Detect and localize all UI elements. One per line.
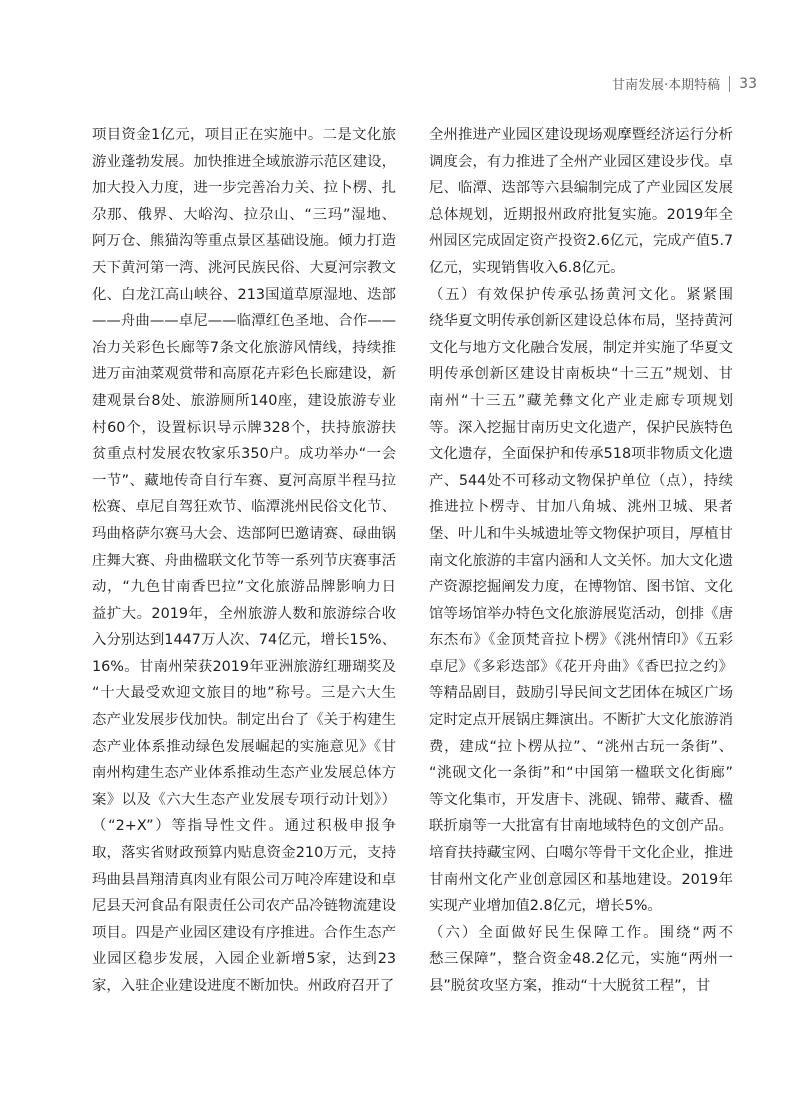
- text-line: 南州“十三五”藏羌彝文化产业走廊专项规划: [429, 392, 733, 409]
- text-line: 东杰布》《金顶梵音拉卜楞》《洮州情印》《五彩: [429, 632, 733, 649]
- text-line: “洮砚文化一条街”和“中国第一楹联文化街廊”: [429, 765, 733, 782]
- text-line: 等。深入挖掘甘南历史文化遗产，保护民族特色: [429, 419, 733, 436]
- text-line: 明传承创新区建设甘南板块“十三五”规划、甘: [429, 366, 733, 383]
- text-line: （五）有效保护传承弘扬黄河文化。紧紧围: [429, 286, 733, 303]
- text-line: 南州构建生态产业体系推动生态产业发展总体方: [92, 765, 396, 782]
- text-line: 一节”、藏地传奇自行车赛、夏河高原半程马拉: [92, 472, 396, 489]
- text-line: 化、白龙江高山峡谷、213国道草原湿地、迭部: [92, 286, 396, 303]
- text-line: 愁三保障”，整合资金48.2亿元，实施“两州一: [429, 951, 733, 968]
- section-title: 甘南发展·本期特稿: [612, 78, 721, 93]
- text-line: 态产业体系推动绿色发展崛起的实施意见》《甘: [92, 738, 396, 755]
- text-line: 阿万仓、熊猫沟等重点景区基础设施。倾力打造: [92, 233, 396, 250]
- text-line: 堡、叶儿和牛头城遗址等文物保护项目，厚植甘: [429, 525, 733, 542]
- text-line: 定时定点开展锅庄舞演出。不断扩大文化旅游消: [429, 712, 733, 729]
- text-line: 庄舞大赛、舟曲楹联文化节等一系列节庆赛事活: [92, 552, 396, 569]
- text-line: 州园区完成固定资产投资2.6亿元，完成产值5.7: [429, 233, 733, 250]
- text-line: 甘南州文化产业创意园区和基地建设。2019年: [429, 871, 733, 888]
- text-line: 动，“九色甘南香巴拉”文化旅游品牌影响力日: [92, 579, 396, 596]
- running-header: [612, 74, 757, 93]
- text-line: 推进拉卜楞寺、甘加八角城、洮州卫城、果者: [429, 499, 733, 516]
- header-divider: [729, 76, 730, 92]
- text-line: 进万亩油菜观赏带和高原花卉彩色长廊建设，新: [92, 366, 396, 383]
- text-line: 绕华夏文明传承创新区建设总体布局，坚持黄河: [429, 313, 733, 330]
- text-line: 家，入驻企业建设进度不断加快。州政府召开了: [92, 978, 395, 994]
- text-line: 天下黄河第一湾、洮河民族民俗、大夏河宗教文: [92, 259, 396, 276]
- text-line: 16%。甘南州荣获2019年亚洲旅游红珊瑚奖及: [92, 658, 396, 675]
- text-line: 卓尼》《多彩迭部》《花开舟曲》《香巴拉之约》: [429, 658, 733, 675]
- text-line: 全州推进产业园区建设现场观摩暨经济运行分析: [429, 127, 733, 143]
- text-line: 游业蓬勃发展。加快推进全域旅游示范区建设，: [92, 153, 396, 170]
- text-line: 等精品剧目，鼓励引导民间文艺团体在城区广场: [429, 685, 733, 702]
- text-line: 取，落实省财政预算内贴息资金210万元，支持: [92, 845, 396, 862]
- text-line: 冶力关彩色长廊等7条文化旅游风情线，持续推: [92, 339, 396, 356]
- text-line: 亿元，实现销售收入6.8亿元。: [429, 259, 625, 276]
- text-line: 调度会，有力推进了全州产业园区建设步伐。卓: [429, 153, 733, 170]
- text-line: ——舟曲——卓尼——临潭红色圣地、合作——: [92, 313, 396, 330]
- text-line: （“2+X”）等指导性文件。通过积极申报争: [92, 818, 396, 835]
- text-line: 文化遗存，全面保护和传承518项非物质文化遗: [429, 446, 733, 463]
- text-line: 尼、临潭、迭部等六县编制完成了产业园区发展: [429, 180, 733, 197]
- text-line: 总体规划，近期报州政府批复实施。2019年全: [429, 206, 733, 223]
- text-line: 村60个，设置标识导示牌328个，扶持旅游扶: [92, 419, 396, 436]
- text-line: 松赛、卓尼自驾狂欢节、临潭洮州民俗文化节、: [92, 499, 396, 516]
- text-line: 县”脱贫攻坚方案，推动“十大脱贫工程”，甘: [429, 978, 711, 994]
- page-number: 33: [739, 75, 757, 92]
- text-line: 业园区稳步发展，入园企业新增5家，达到23: [92, 951, 396, 968]
- text-line: 培育扶持藏宝网、白噶尔等骨干文化企业，推进: [429, 845, 733, 862]
- text-line: 案》以及《六大生态产业发展专项行动计划》）: [92, 791, 396, 808]
- text-line: （六）全面做好民生保障工作。围绕“两不: [429, 924, 733, 941]
- text-line: 文化与地方文化融合发展，制定并实施了华夏文: [429, 339, 733, 356]
- text-line: 加大投入力度，进一步完善冶力关、拉卜楞、扎: [92, 180, 396, 197]
- right-column: [429, 122, 733, 1000]
- text-line: 产资源挖掘阐发力度，在博物馆、图书馆、文化: [429, 579, 733, 596]
- text-line: 贫重点村发展农牧家乐350户。成功举办“一会: [92, 446, 396, 463]
- text-line: 益扩大。2019年，全州旅游人数和旅游综合收: [92, 605, 396, 622]
- text-line: 玛曲县昌翔清真肉业有限公司万吨冷库建设和卓: [92, 871, 396, 888]
- text-line: 项目资金1亿元，项目正在实施中。二是文化旅: [92, 127, 396, 143]
- text-line: 费，建成“拉卜楞从拉”、“洮州古玩一条街”、: [429, 738, 733, 755]
- text-line: 等文化集市，开发唐卡、洮砚、锦带、藏香、楹: [429, 791, 733, 808]
- text-line: 态产业发展步伐加快。制定出台了《关于构建生: [92, 712, 396, 729]
- text-line: 南文化旅游的丰富内涵和人文关怀。加大文化遗: [429, 552, 733, 569]
- text-line: 尼县天河食品有限责任公司农产品冷链物流建设: [92, 898, 396, 915]
- text-line: 馆等场馆举办特色文化旅游展览活动，创排《唐: [429, 605, 733, 622]
- text-line: “十大最受欢迎文旅目的地”称号。三是六大生: [92, 685, 396, 702]
- text-line: 联折扇等一大批富有甘南地域特色的文创产品。: [429, 818, 733, 835]
- text-line: 尕那、俄界、大峪沟、拉尕山、“三玛”湿地、: [92, 206, 396, 223]
- text-line: 实现产业增加值2.8亿元，增长5%。: [429, 898, 662, 915]
- text-line: 建观景台8处、旅游厕所140座，建设旅游专业: [92, 392, 396, 409]
- text-line: 玛曲格萨尔赛马大会、迭部阿巴邀请赛、碌曲锅: [92, 525, 396, 542]
- text-line: 项目。四是产业园区建设有序推进。合作生态产: [92, 924, 396, 941]
- text-line: 入分别达到1447万人次、74亿元，增长15%、: [92, 632, 396, 649]
- left-column: [92, 122, 396, 1000]
- text-line: 产、544处不可移动文物保护单位（点），持续: [429, 472, 733, 489]
